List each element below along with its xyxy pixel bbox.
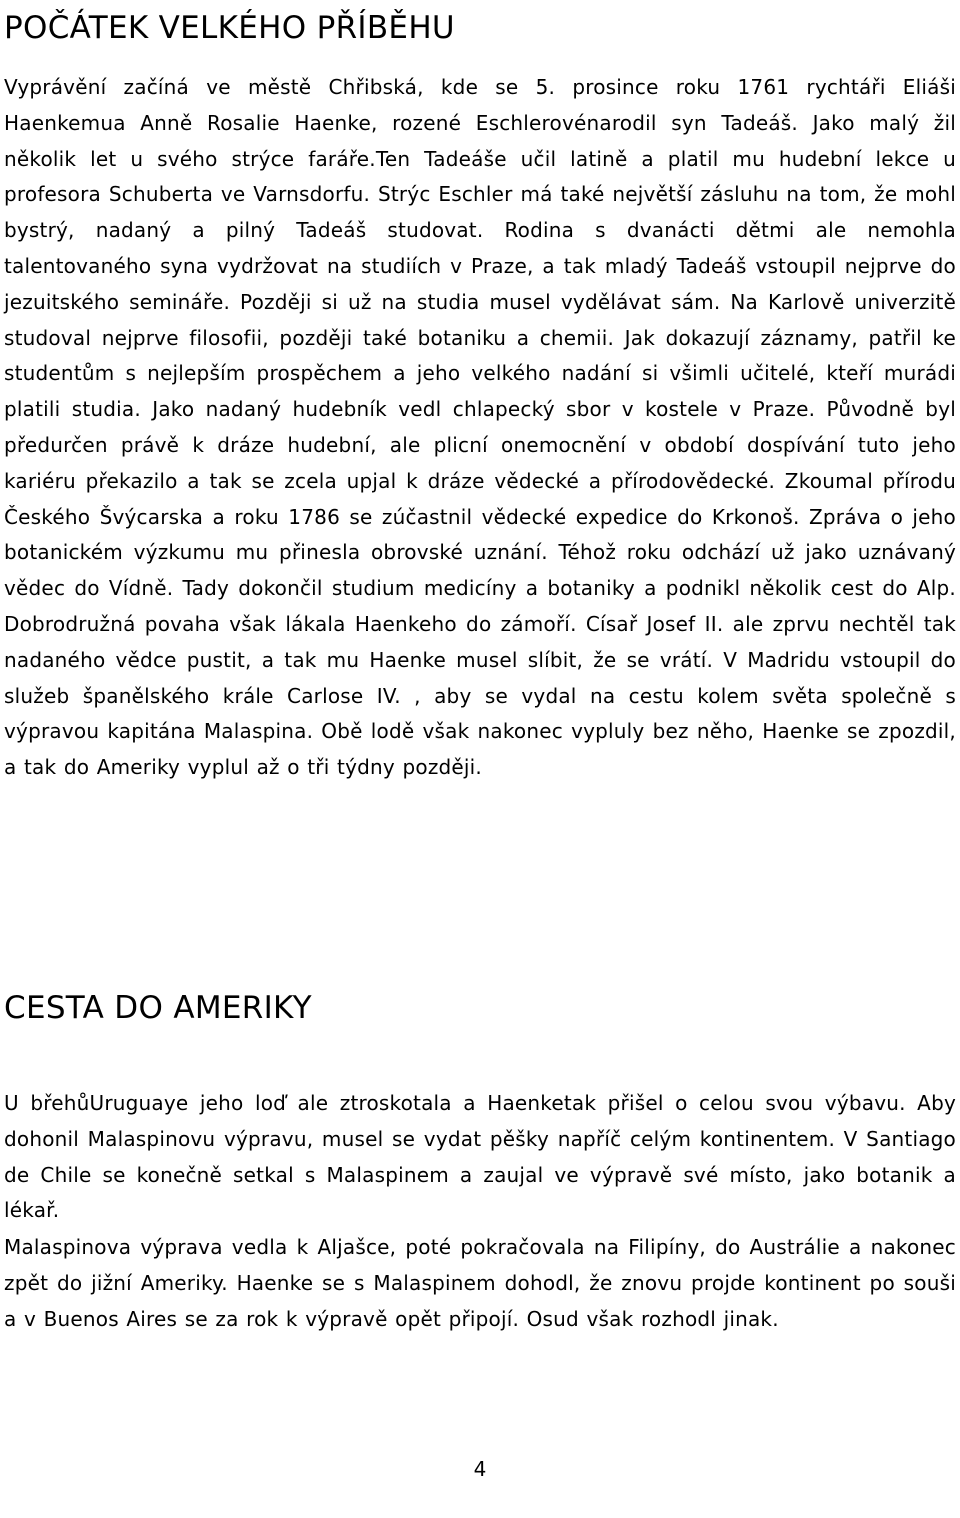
- paragraph: Vyprávění začíná ve městě Chřibská, kde se 5. prosince roku 1761 rychtáři Eliáši Haenkemua Anně Rosalie Haenke, rozené Eschlerovénarodil syn Tadeáš. Jako malý žil několik let u svého strýce faráře.Ten Tadeáše učil latině a platil mu hudební lekce u profesora Schuberta ve Varnsdorfu. Strýc Eschler má také největší zásluhu na tom, že mohl bystrý, nadaný a pilný Tadeáš studovat. Rodina s dvanácti dětmi ale nemohla talentovaného syna vydržovat na studiích v Praze, a tak mladý Tadeáš vstoupil nejprve do jezuitského semináře. Později si už na studia musel vydělávat sám. Na Karlově univerzitě studoval nejprve filosofii, později také botaniku a chemii. Jak dokazují záznamy, patřil ke studentům s nejlepším prospěchem a jeho velkého nadání si všimli učitelé, kteří murádi platili studia. Jako nadaný hudebník vedl chlapecký sbor v kostele v Praze. Původně byl předurčen právě k dráze hudební, ale plicní onemocnění v období dospívání tuto jeho kariéru překazilo a tak se zcela upjal k dráze vědecké a přírodovědecké. Zkoumal přírodu Českého Švýcarska a roku 1786 se zúčastnil vědecké expedice do Krkonoš. Zpráva o jeho botanickém výzkumu mu přinesla obrovské uznání. Téhož roku odchází už jako uznávaný vědec do Vídně. Tady dokončil studium medicíny a botaniky a podnikl několik cest do Alp. Dobrodružná povaha však lákala Haenkeho do zámoří. Císař Josef II. ale zprvu nechtěl tak nadaného vědce pustit, a tak mu Haenke musel slíbit, že se vrátí. V Madridu vstoupil do služeb španělského krále Carlose IV. , aby se vydal na cestu kolem světa společně s výpravou kapitána Malaspina. Obě lodě však nakonec vypluly bez něho, Haenke se zpozdil, a tak do Ameriky vyplul až o tři týdny později.: [4, 75, 956, 780]
- paragraph: U břehůUruguaye jeho loď ale ztroskotala a Haenketak přišel o celou svou výbavu. Aby dohonil Malaspinovu výpravu, musel se vydat pěšky napříč celým kontinentem. V Santiago de Chile se konečně setkal s Malaspinem a zaujal ve výpravě své místo, jako botanik a lékař.: [4, 1091, 956, 1223]
- paragraph: Malaspinova výprava vedla k Aljašce, poté pokračovala na Filipíny, do Austrálie a nakonec zpět do jižní Ameriky. Haenke se s Malaspinem dohodl, že znovu projde kontinent po souši a v Buenos Aires se za rok k výpravě opět připojí. Osud však rozhodl jinak.: [4, 1235, 956, 1331]
- page-number: 4: [473, 1457, 487, 1481]
- section-heading: POČÁTEK VELKÉHO PŘÍBĚHU: [4, 10, 455, 46]
- section-heading: CESTA DO AMERIKY: [4, 990, 312, 1026]
